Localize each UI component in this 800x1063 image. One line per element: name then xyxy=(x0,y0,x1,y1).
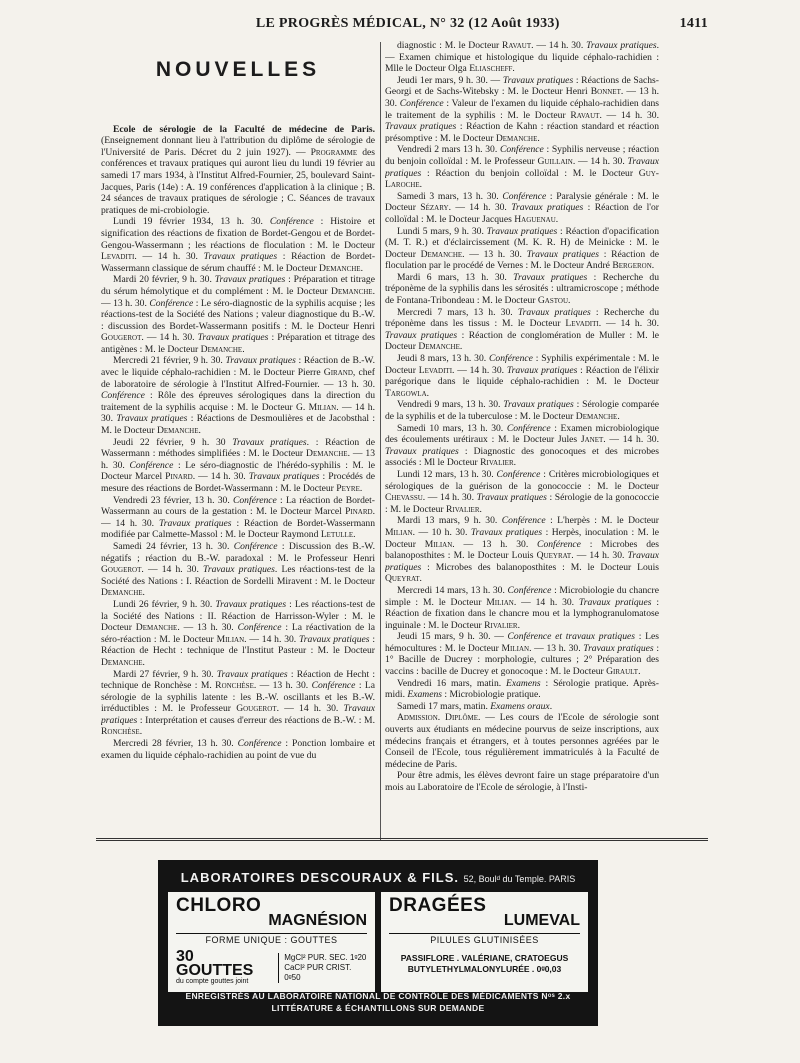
ad-ingredients: PASSIFLORE . VALÉRIANE, CRATOEGUS xyxy=(400,953,569,963)
ad-dose-sub: du compte gouttes joint xyxy=(176,978,249,985)
right-paragraph: Vendredi 2 mars 13 h. 30. Conférence : Syphilis nerveuse ; réaction du benjoin colloïdal : M. le Professeur Guillain. — 14 h. 30. Travaux pratiques : Réaction du benjoin colloïdal : M. le Docteur Guy-Laroche. xyxy=(385,144,659,191)
article-body xyxy=(96,40,708,845)
right-paragraph: Mercredi 7 mars, 13 h. 30. Travaux pratiques : Recherche du tréponème dans les tissus : M. le Docteur Levaditi. — 14 h. 30. Travaux pratiques : Réaction de conglomération de Muller : M. le Docteur Demanche. xyxy=(385,306,659,353)
ad-footer-line2: LITTÉRATURE & ÉCHANTILLONS SUR DEMANDE xyxy=(271,1003,485,1013)
ad-panel-chloro xyxy=(168,892,375,992)
right-paragraph: Samedi 17 mars, matin. Examens oraux. xyxy=(397,700,553,712)
right-column xyxy=(385,40,659,845)
right-paragraph: Jeudi 15 mars, 9 h. 30. — Conférence et travaux pratiques : Les hémocultures : M. le Docteur Milian. — 13 h. 30. Travaux pratiques : 1° Bacille de Ducrey : morphologie, cultures ; 2° Préparation des vaccins : bacille de Ducrey et gonocoque : M. le Docteur Girault. xyxy=(385,631,659,678)
left-column xyxy=(101,40,375,845)
right-paragraph: Vendredi 16 mars, matin. Examens : Sérologie pratique. Après-midi. Examens : Microbiologie pratique. xyxy=(385,677,659,701)
ad-footer xyxy=(158,990,598,1014)
bottom-divider xyxy=(96,838,708,841)
left-paragraph: Lundi 26 février, 9 h. 30. Travaux pratiques : Les réactions-test de la Société des Nations : II. Réaction de Harrisson-Wyler : M. le Docteur Demanche. — 13 h. 30. Conférence : La réactivation de la séro-réaction : M. le Docteur Milian. — 14 h. 30. Travaux pratiques : Réaction de Hecht : technique de l'Institut Pasteur : M. le Docteur Demanche. xyxy=(101,598,375,668)
left-paragraph: Mercredi 28 février, 13 h. 30. Conférence : Ponction lombaire et examen du liquide céphalo-rachidien au point de vue du xyxy=(101,738,375,761)
right-paragraph: Mardi 13 mars, 9 h. 30. Conférence : L'herpès : M. le Docteur Milian. — 10 h. 30. Travaux pratiques : Herpès, inoculation : M. le Docteur Milian. — 13 h. 30. Conférence : Microbes des balanoposthites : M. le Docteur Louis Queyrat. — 14 h. 30. Travaux pratiques : Microbes des balanoposthites : M. le Docteur Louis Queyrat. xyxy=(385,515,659,585)
advertisement xyxy=(158,860,598,1026)
left-paragraph: Mercredi 21 février, 9 h. 30. Travaux pratiques : Réaction de B.-W. avec le liquide céphalo-rachidien : M. le Docteur Pierre Girand, chef de laboratoire de sérologie à l'Institut Alfred-Fournier. — 13 h. 30. Conférence : Rôle des épreuves sérologiques dans la direction du traitement de la syphilis acquise : M. le Docteur G. Milian. — 14 h. 30. Travaux pratiques : Réactions de Desmoulières et de Jacobsthal : M. le Docteur Demanche. xyxy=(101,355,375,437)
right-paragraphs xyxy=(385,40,659,794)
right-paragraph: Samedi 10 mars, 13 h. 30. Conférence : Examen microbiologique des écoulements urétiraux : M. le Docteur Jules Janet. — 14 h. 30. Travaux pratiques : Diagnostic des gonocoques et des microbes associés : Ml le Docteur Rivalier. xyxy=(385,422,659,469)
left-paragraph: Samedi 24 février, 13 h. 30. Conférence : Discussion des B.-W. négatifs ; réaction du B.-W. paradoxal : M. le Professeur Henri Gougerot. — 14 h. 30. Travaux pratiques. Les réactions-test de la Société des Nations : I. Réaction de Sordelli Miravent : M. le Docteur Demanche. xyxy=(101,540,375,599)
ad-dose-number: 30 GOUTTES xyxy=(176,948,254,979)
ad-tagline-right: PILULES GLUTINISÉES xyxy=(389,933,580,945)
right-paragraph: Lundi 5 mars, 9 h. 30. Travaux pratiques : Réaction d'opacification (M. T. R.) et d'éclaircissement (M. K. R. H) de Meinicke : M. le Docteur Demanche. — 13 h. 30. Travaux pratiques : Réaction de floculation par le procédé de Vernes : M. le Docteur André Bergeron. xyxy=(385,225,659,272)
right-paragraph: Samedi 3 mars, 13 h. 30. Conférence : Paralysie générale : M. le Docteur Sézary. — 14 h. 30. Travaux pratiques : Réaction de l'or colloïdal : M. le Docteur Jacques Haguenau. xyxy=(385,190,659,225)
right-paragraph: diagnostic : M. le Docteur Ravaut. — 14 h. 30. Travaux pratiques. — Examen chimique et histologique du liquide céphalo-rachidien : Mlle le Docteur Olga Eliascheff. xyxy=(385,40,659,75)
ad-formula xyxy=(278,953,367,983)
journal-title: LE PROGRÈS MÉDICAL, N° 32 (12 Août 1933) xyxy=(255,16,560,31)
ad-tagline-left: FORME UNIQUE : GOUTTES xyxy=(176,933,367,945)
left-paragraph: Jeudi 22 février, 9 h. 30 Travaux pratiques. : Réaction de Wassermann : méthodes simplifiées : M. le Docteur Demanche. — 13 h. 30. Conférence : Le séro-diagnostic de l'hérédo-syphilis : M. le Docteur Marcel Pinard. — 14 h. 30. Travaux pratiques : Procédés de mesure des réactions de Bordet-Wassermann : M. le Docteur Peyre. xyxy=(101,436,375,494)
ad-panels xyxy=(168,892,588,992)
ad-company: LABORATOIRES DESCOURAUX & FILS. xyxy=(180,870,459,885)
right-paragraph: Admission. Diplôme. — Les cours de l'Ecole de sérologie sont ouverts aux étudiants en médecine pourvus de seize inscriptions, aux médecins français et étrangers, et à toutes personnes agréées par le Conseil de l'Ecole, tous régulièrement immatriculés à la Faculté de médecine de Paris. xyxy=(385,712,659,770)
ad-brand-magnesion: MAGNÉSION xyxy=(268,912,367,929)
right-paragraph: Mercredi 14 mars, 13 h. 30. Conférence : Microbiologie du chancre simple : M. le Docteur Milian. — 14 h. 30. Travaux pratiques : Réaction de fixation dans le chancre mou et la lymphogranulomatose inguinale : M. le Docteur Rivalier. xyxy=(385,584,659,631)
left-paragraph: Vendredi 23 février, 13 h. 30. Conférence : La réaction de Bordet-Wassermann au cours de la gestation : M. le Docteur Marcel Pinard. — 14 h. 30. Travaux pratiques : Réaction de Bordet-Wassermann modifiée par Calmette-Massol : M. le Docteur Raymond Letulle. xyxy=(101,494,375,541)
left-paragraph: Lundi 19 février 1934, 13 h. 30. Conférence : Histoire et signification des réactions de fixation de Bordet-Gengou et de Bordet-Gengou-Wassermann ; les réactions de floculation : M. le Docteur Levaditi. — 14 h. 30. Travaux pratiques : Réaction de Bordet-Wassermann classique de sérum chauffé : M. le Docteur Demanche. xyxy=(101,216,375,274)
left-paragraph: Mardi 20 février, 9 h. 30. Travaux pratiques : Préparation et titrage du sérum hémolytique et du complément : M. le Docteur Demanche. — 13 h. 30. Conférence : Le séro-diagnostic de la syphilis acquise ; les réactions-test de la Société des Nations ; valeur diagnostique du B.-W. : discussion des Bordet-Wassermann positifs : M. le Docteur Henri Gougerot. — 14 h. 30. Travaux pratiques : Préparation et titrage des antigènes : M. le Docteur Demanche. xyxy=(101,274,375,355)
ad-brand-chloro: CHLORO xyxy=(176,895,262,916)
page-number: 1411 xyxy=(679,16,708,31)
ad-formula-line1: MgCl² PUR. SEC. 1ᵍ20 xyxy=(284,952,367,962)
ad-compound: BUTYLETHYLMALONYLURÉE . 0ᵍ0,03 xyxy=(407,964,562,974)
right-paragraph: Jeudi 1er mars, 9 h. 30. — Travaux pratiques : Réactions de Sachs-Georgi et de Sachs-Witebsky : M. le Docteur Henri Bonnet. — 13 h. 30. Conférence : Valeur de l'examen du liquide céphalo-rachidien dans le traitement de la syphilis : M. le Docteur Ravaut. — 14 h. 30. Travaux pratiques : Réaction de Kahn : réaction standard et réaction présomptive : M. le Docteur Demanche. xyxy=(385,74,659,144)
right-paragraph: Mardi 6 mars, 13 h. 30. Travaux pratiques : Recherche du tréponème de la syphilis dans les sérosités : ultramicroscope ; méthode de Fontana-Tribondeau : M. le Docteur Gastou. xyxy=(385,271,659,307)
column-divider xyxy=(380,42,381,841)
left-paragraphs xyxy=(101,124,375,762)
right-paragraph: Jeudi 8 mars, 13 h. 30. Conférence : Syphilis expérimentale : M. le Docteur Levaditi. — 14 h. 30. Travaux pratiques : Réaction de l'élixir parégorique dans le liquide céphalo-rachidien : M. le Docteur Targowla. xyxy=(385,353,659,399)
ad-brand-lumeval: LUMEVAL xyxy=(503,912,580,929)
ad-formula-line2: CaCl² PUR CRIST. 0ᵍ50 xyxy=(284,962,352,982)
ad-panel-lumeval xyxy=(381,892,588,992)
ad-dose xyxy=(176,950,367,985)
left-paragraph: Ecole de sérologie de la Faculté de médecine de Paris. (Enseignement donnant lieu à l'attribution du diplôme de sérologie de l'Université de Paris. Décret du 2 juin 1927). — Programme des conférences et travaux pratiques qui auront lieu du lundi 19 février au samedi 17 mars 1934, à l'Institut Alfred-Fournier, 25, boulevard Saint-Jacques, Paris (14e) : A. 19 conférences d'application à la clinique ; B. 24 séances de travaux pratiques de sérologie ; C. Séances de travaux pratiques de mi-crobiologie. xyxy=(101,123,375,216)
ad-address: 52, Boulᵈ du Temple. PARIS xyxy=(463,874,576,884)
right-paragraph: Vendredi 9 mars, 13 h. 30. Travaux pratiques : Sérologie comparée de la syphilis et de la tuberculose : M. le Docteur Demanche. xyxy=(385,399,659,422)
right-paragraph: Lundi 12 mars, 13 h. 30. Conférence : Critères microbiologiques et sérologiques de la guérison de la gonococcie : M. le Docteur Chevassu. — 14 h. 30. Travaux pratiques : Sérologie de la gonococcie : M. le Docteur Rivalier. xyxy=(385,468,659,515)
ad-footer-line1: ENREGISTRÉS AU LABORATOIRE NATIONAL DE CONTRÔLE DES MÉDICAMENTS Nᵒˢ 2.x xyxy=(185,991,571,1001)
ad-brand-dragees: DRAGÉES xyxy=(389,895,487,916)
ad-header xyxy=(158,870,598,885)
page-header xyxy=(96,16,708,34)
section-title: NOUVELLES xyxy=(155,58,321,81)
left-paragraph: Mardi 27 février, 9 h. 30. Travaux pratiques : Réaction de Hecht : technique de Ronchèse : M. Ronchèse. — 13 h. 30. Conférence : La sérologie de la syphilis latente : les B.-W. oscillants et les B.-W. irréductibles : M. le Professeur Gougerot. — 14 h. 30. Travaux pratiques : Interprétation et causes d'erreur des réactions de B.-W. : M. Ronchèse. xyxy=(101,668,375,738)
right-paragraph: Pour être admis, les élèves devront faire un stage préparatoire d'un mois au Laboratoire de l'Ecole de sérologie, à l'Insti- xyxy=(385,770,659,793)
